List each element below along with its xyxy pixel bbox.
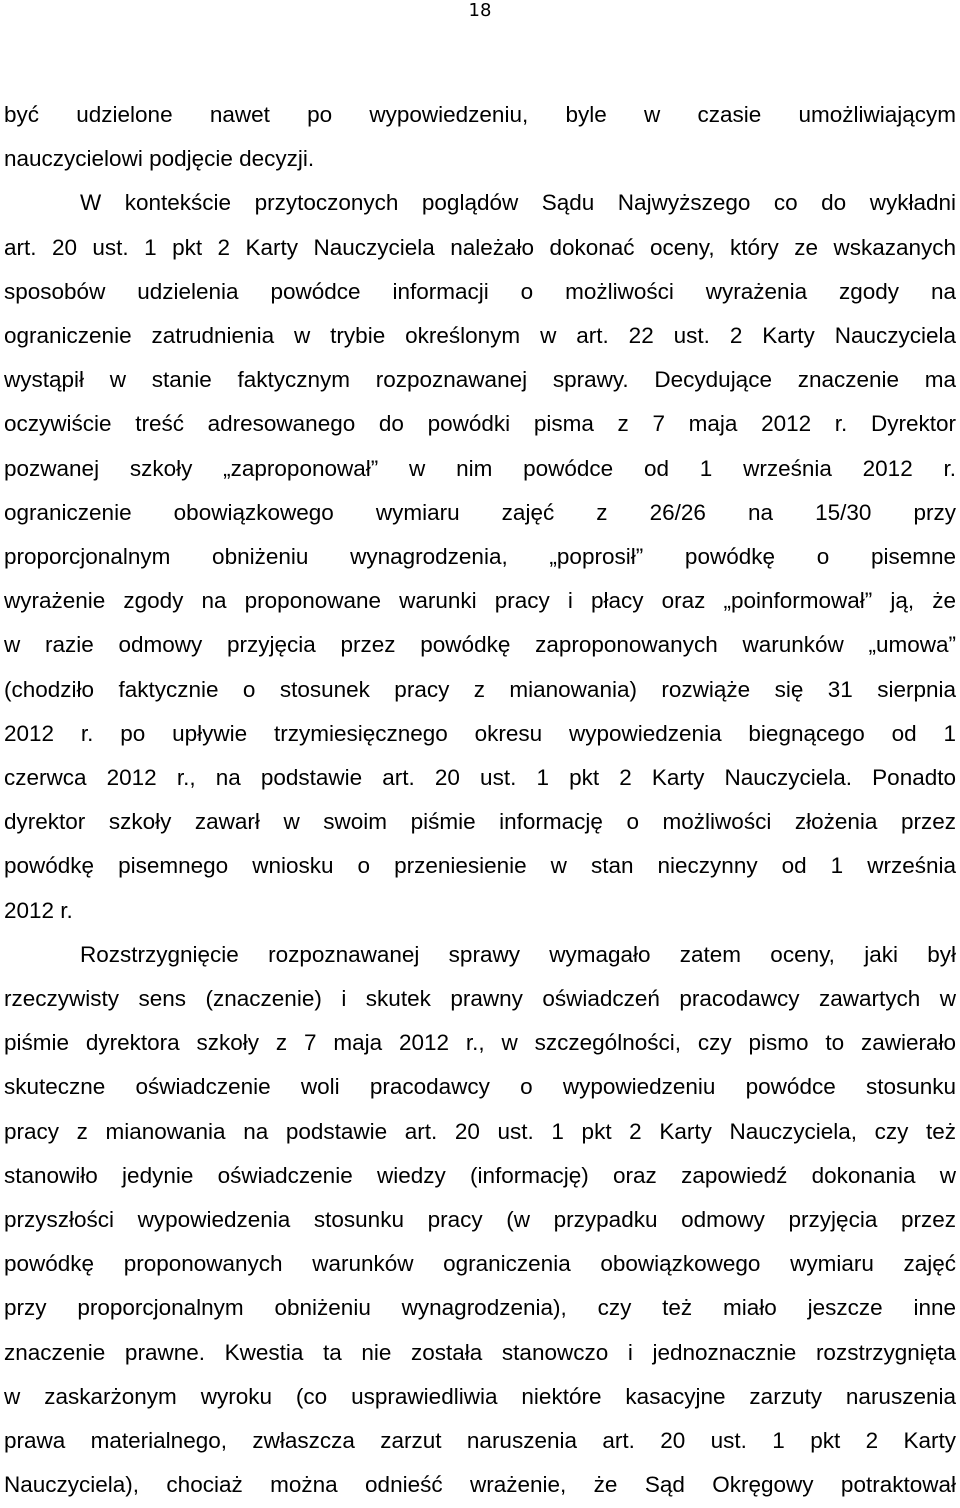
text-line: nauczycielowi podjęcie decyzji. [4, 146, 315, 172]
text-line: Rozstrzygnięcie rozpoznawanej sprawy wymagało zatem oceny, jaki był [80, 941, 956, 967]
text-line: 2012 r. [4, 897, 73, 923]
text-line: wystąpił w stanie faktycznym rozpoznawanej sprawy. Decydujące znaczenie ma [4, 367, 956, 393]
text-line: ograniczenie obowiązkowego wymiaru zajęć z 26/26 na 15/30 przy [4, 499, 956, 525]
text-line: w razie odmowy przyjęcia przez powódkę zaproponowanych warunków „umowa” [4, 632, 956, 658]
text-line: sposobów udzielenia powódce informacji o możliwości wyrażenia zgody na [4, 278, 956, 304]
text-line: piśmie dyrektora szkoły z 7 maja 2012 r., w szczególności, czy pismo to zawierało [4, 1030, 956, 1056]
page-number: 18 [468, 0, 492, 21]
text-line: pracy z mianowania na podstawie art. 20 ust. 1 pkt 2 Karty Nauczyciela, czy też [4, 1118, 956, 1144]
text-line: czerwca 2012 r., na podstawie art. 20 ust. 1 pkt 2 Karty Nauczyciela. Ponadto [4, 765, 956, 791]
text-line: wyrażenie zgody na proponowane warunki pracy i płacy oraz „poinformował” ją, że [4, 588, 956, 614]
text-line: rzeczywisty sens (znaczenie) i skutek prawny oświadczeń pracodawcy zawartych w [4, 986, 956, 1012]
text-line: oczywiście treść adresowanego do powódki pisma z 7 maja 2012 r. Dyrektor [4, 411, 956, 437]
text-line: w zaskarżonym wyroku (co usprawiedliwia niektóre kasacyjne zarzuty naruszenia [4, 1383, 956, 1409]
text-line: (chodziło faktycznie o stosunek pracy z mianowania) rozwiąże się 31 sierpnia [4, 676, 956, 702]
text-line: ograniczenie zatrudnienia w trybie określonym w art. 22 ust. 2 Karty Nauczyciela [4, 323, 956, 349]
text-line: prawa materialnego, zwłaszcza zarzut naruszenia art. 20 ust. 1 pkt 2 Karty [4, 1428, 956, 1454]
text-line: powódkę pisemnego wniosku o przeniesienie w stan nieczynny od 1 września [4, 853, 956, 879]
text-line: pozwanej szkoły „zaproponował” w nim powódce od 1 września 2012 r. [4, 455, 956, 481]
text-line: W kontekście przytoczonych poglądów Sądu Najwyższego co do wykładni [80, 190, 956, 216]
text-line: Nauczyciela), chociaż można odnieść wrażenie, że Sąd Okręgowy potraktował [4, 1472, 956, 1498]
text-line: przyszłości wypowiedzenia stosunku pracy (w przypadku odmowy przyjęcia przez [4, 1207, 956, 1233]
text-line: dyrektor szkoły zawarł w swoim piśmie informację o możliwości złożenia przez [4, 809, 956, 835]
text-line: stanowiło jedynie oświadczenie wiedzy (informację) oraz zapowiedź dokonania w [4, 1162, 956, 1188]
text-line: być udzielone nawet po wypowiedzeniu, byle w czasie umożliwiającym [4, 102, 956, 127]
text-line: znaczenie prawne. Kwestia ta nie została stanowczo i jednoznacznie rozstrzygnięta [4, 1339, 956, 1365]
text-line: powódkę proponowanych warunków ograniczenia obowiązkowego wymiaru zajęć [4, 1251, 956, 1277]
text-line: proporcjonalnym obniżeniu wynagrodzenia, „poprosił” powódkę o pisemne [4, 544, 956, 570]
text-line: art. 20 ust. 1 pkt 2 Karty Nauczyciela należało dokonać oceny, który ze wskazanych [4, 234, 956, 260]
text-line: skuteczne oświadczenie woli pracodawcy o wypowiedzeniu powódce stosunku [4, 1074, 956, 1100]
text-line: 2012 r. po upływie trzymiesięcznego okresu wypowiedzenia biegnącego od 1 [4, 720, 956, 746]
document-body [4, 93, 956, 1508]
text-line: przy proporcjonalnym obniżeniu wynagrodzenia), czy też miało jeszcze inne [4, 1295, 956, 1321]
